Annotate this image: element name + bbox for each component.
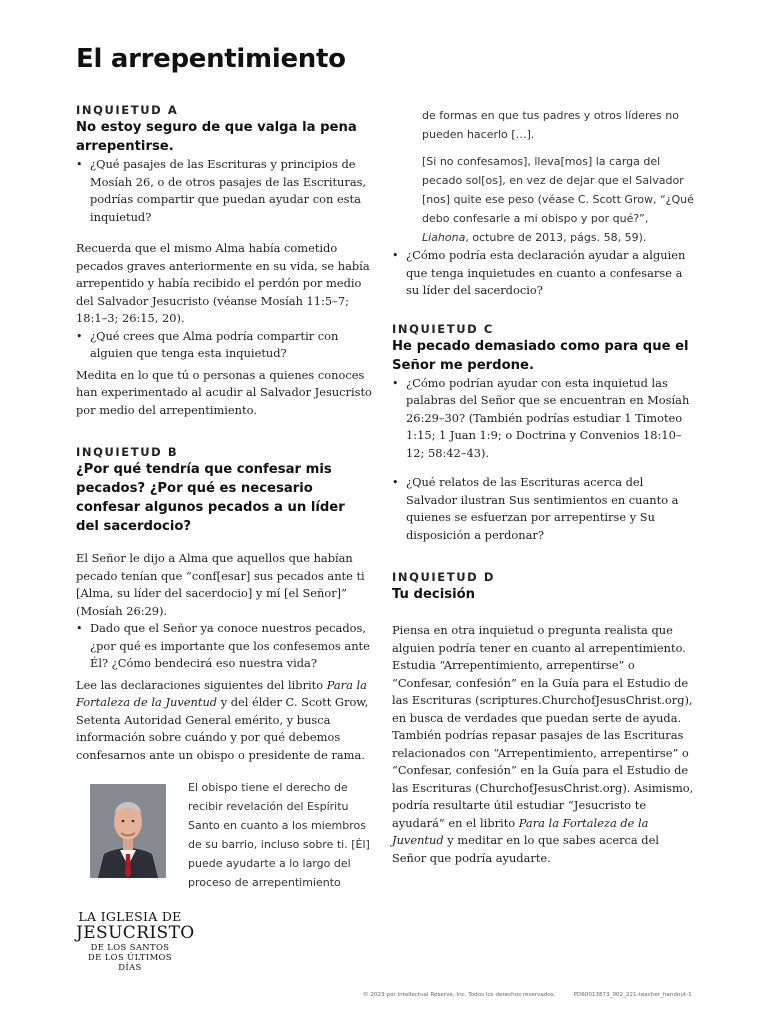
concern-b-bullets-2 [392, 247, 696, 300]
para-text: y del élder C. Scott Grow, Setenta Autoridad General emérito, y busca información sobre cuándo y por qué debemos confesarnos ante un obispo o presidente de rama. [76, 695, 369, 762]
portrait-photo [90, 784, 166, 878]
concern-a-bullets [76, 156, 372, 226]
magazine-title: Liahona [422, 231, 466, 244]
quote-grow-part-1: El obispo tiene el derecho de recibir revelación del Espíritu Santo en cuanto a los miembros de su barrio, incluso sobre ti. [Él] puede ayudarte a lo largo del proceso de arrepentimiento [188, 781, 370, 889]
concern-b-bullets [76, 620, 372, 673]
para-text: y meditar en lo que sabes acerca del Señor que podría ayudarte. [392, 833, 659, 865]
concern-a-bullet-2: • ¿Qué crees que Alma podría compartir con alguien que tenga esta inquietud? [76, 328, 372, 363]
concern-b-paragraph-1: El Señor le dijo a Alma que aquellos que habían pecado tenían que “conf[esar] sus pecados ante ti [Alma, su líder del sacerdocio] y mí [el Señor]” (Mosíah 26:29). [76, 551, 365, 618]
concern-a-label: INQUIETUD A [76, 103, 179, 117]
concern-c-label: INQUIETUD C [392, 321, 494, 336]
document-code: PD60013873_002_221-teacher_handout-1 [573, 992, 692, 998]
quote-grow-2 [392, 152, 696, 247]
booklet-title: Para la Fortaleza de la Juventud [76, 677, 367, 709]
portrait-illustration [90, 784, 166, 878]
concern-d-paragraph [392, 622, 696, 867]
concern-c-bullets [392, 375, 696, 545]
concern-a-paragraph-1: Recuerda que el mismo Alma había cometido pecados graves anteriormente en su vida, se había arrepentido y había recibido el perdón por medio del Salvador Jesucristo (véanse Mosíah 11:5–7; 18:1–3; 26:15, 20). [76, 241, 370, 325]
logo-line-2: JESUCRISTO [76, 923, 195, 943]
concern-a-paragraph-2: Medita en lo que tú o personas a quienes conoces han experimentado al acudir al Salvador Jesucristo por medio del arrepentimiento. [76, 367, 372, 417]
logo-line-4: DE LOS ÚLTIMOS DÍAS [88, 952, 172, 972]
church-logo [76, 909, 195, 972]
para-text: Piensa en otra inquietud o pregunta realista que alguien podría tener en cuanto al arrepentimiento. Estudia “Arrepentimiento, arrepentirse” o “Confesar, confesión” en la Guía para el Estudio de las Escrituras (scriptures.ChurchofJesusChrist.org), en busca de verdades que puedan serte de ayuda. También podrías repasar pasajes de las Escrituras relacionados con “Arrepentimiento, arrepentirse” o “Confesar, confesión” en la Guía para el Estudio de las Escrituras (ChurchofJesusChrist.org). Asimismo, podría resultarte útil estudiar “Jesucristo te ayudará” en el librito [392, 623, 694, 830]
concern-a-heading: No estoy seguro de que valga la pena arrepentirse. [76, 120, 357, 154]
concern-d-heading: Tu decisión [392, 587, 476, 602]
concern-b-bullet-2: • ¿Cómo podría esta declaración ayudar a alguien que tenga inquietudes en cuanto a confesarse a su líder del sacerdocio? [392, 247, 696, 300]
logo-line-3: DE LOS SANTOS [90, 942, 170, 952]
left-column [76, 103, 372, 892]
logo-line-1: LA IGLESIA DE [78, 909, 182, 924]
quote-grow-part-2: de formas en que tus padres y otros líderes no pueden hacerlo […]. [422, 109, 679, 141]
concern-c-heading: He pecado demasiado como para que el Señor me perdone. [392, 338, 689, 373]
concern-b-heading: ¿Por qué tendría que confesar mis pecados? ¿Por qué es necesario confesar algunos pecados a un líder del sacerdocio? [76, 462, 345, 534]
quote-with-photo [76, 778, 372, 892]
quote-text: , octubre de 2013, págs. 58, 59). [465, 231, 647, 244]
footer [363, 992, 692, 998]
concern-a-bullet-1: • ¿Qué pasajes de las Escrituras y principios de Mosíah 26, o de otros pasajes de las Escrituras, podrías compartir que puedan ayudar con esta inquietud? [76, 156, 372, 226]
concern-b-paragraph-2 [76, 677, 372, 765]
concern-a-bullets-2 [76, 328, 372, 363]
concern-c-bullet-1: • ¿Cómo podrían ayudar con esta inquietud las palabras del Señor que se encuentran en Mosíah 26:29–30? (También podrías estudiar 1 Timoteo 1:15; 1 Juan 1:9; o Doctrina y Convenios 18:10–12; 58:42–43). [392, 375, 696, 463]
concern-d-label: INQUIETUD D [392, 570, 496, 584]
page-title: El arrepentimiento [76, 44, 346, 74]
quote-text: [Si no confesamos], lleva[mos] la carga del pecado sol[os], en vez de dejar que el Salvador [nos] quite ese peso (véase C. Scott Grow, “¿Qué debo confesarle a mi obispo y por qué?”, [422, 155, 694, 225]
copyright-notice: © 2023 por Intellectual Reserve, Inc. Todos los derechos reservados. [363, 992, 556, 998]
concern-c-bullet-2: • ¿Qué relatos de las Escrituras acerca del Salvador ilustran Sus sentimientos en cuanto a quienes se esfuerzan por arrepentirse y Su disposición a perdonar? [392, 474, 696, 544]
concern-b-label: INQUIETUD B [76, 445, 179, 459]
para-text: Lee las declaraciones siguientes del librito [76, 677, 327, 692]
booklet-title: Para la Fortaleza de la Juventud [392, 815, 649, 847]
concern-b-bullet-1: • Dado que el Señor ya conoce nuestros pecados, ¿por qué es importante que los confesemos ante Él? ¿Cómo bendecirá eso nuestra vida? [76, 620, 372, 673]
right-column [392, 106, 696, 867]
